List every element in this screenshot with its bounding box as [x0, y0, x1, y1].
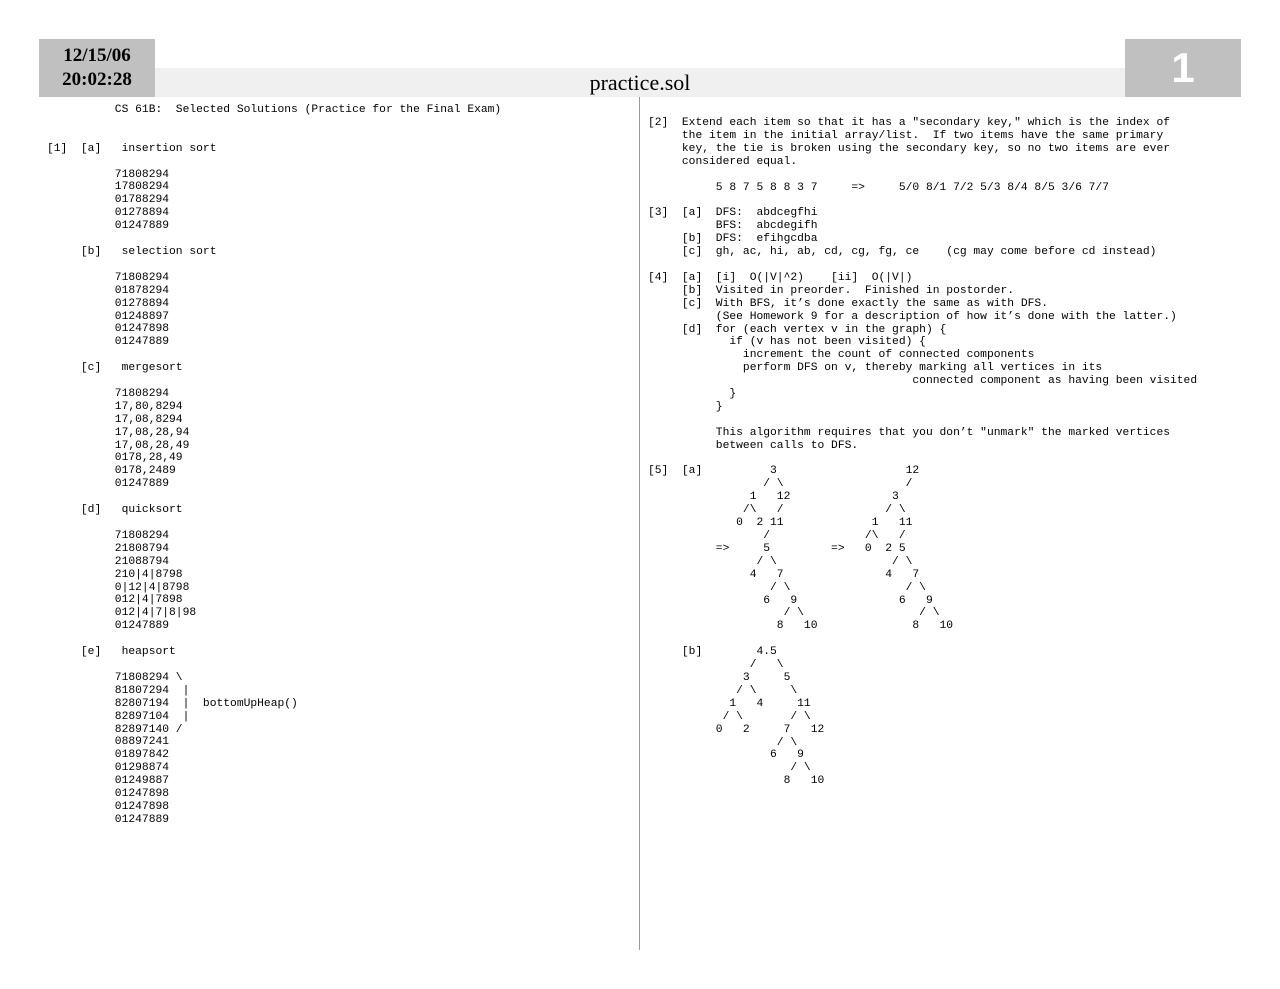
left-column-text: CS 61B: Selected Solutions (Practice for the Final Exam) [1] [a] insertion sort 71808294 17808294 01788294 01278894 01247889 [b] selection sort 71808294 01878294 01278894 01248897 01247898 01247889 [c] mergesort 71808294 17,80,8294 17,08,8294 17,08,28,94 17,08,28,49 0178,28,49 0178,2489 01247889 [d] quicksort 71808294 21808794 21088794 210|4|8798 0|12|4|8798 012|4|7898 012|4|7|8|98 01247889 [e] heapsort 71808294 \ 81807294 | 82807194 | bottomUpHeap() 82897104 | 82897140 / 08897241 01897842 01298874 01249887 01247898 01247898 01247889 — [47, 104, 502, 826]
print-timestamp — [39, 39, 155, 97]
page-number: 1 — [1125, 39, 1241, 97]
title-bar — [155, 68, 1125, 97]
print-time: 20:02:28 — [62, 69, 132, 90]
right-column-text: [2] Extend each item so that it has a "secondary key," which is the index of the item in the initial array/list. If two items have the same primary key, the tie is broken using the secondary key, so no two items are ever considered equal. 5 8 7 5 8 8 3 7 => 5/0 8/1 7/2 5/3 8/4 8/5 3/6 7/7 [3] [a] DFS: abdcegfhi BFS: abcdegifh [b] DFS: efihgcdba [c] gh, ac, hi, ab, cd, cg, fg, ce (cg may come before cd instead) [4] [a] [i] O(|V|^2) [ii] O(|V|) [b] Visited in preorder. Finished in postorder. [c] With BFS, it’s done exactly the same as with DFS. (See Homework 9 for a description of how it’s done with the latter.) [d] for (each vertex v in the graph) { if (v has not been visited) { increment the count of connected components perform DFS on v, thereby marking all vertices in its connected component as having been visited } } This algorithm requires that you don’t "unmark" the marked vertices between calls to DFS. [5] [a] 3 12 / \ / 1 12 3 /\ / / \ 0 2 11 1 11 / /\ / => 5 => 0 2 5 / \ / \ 4 7 4 7 / \ / \ 6 9 6 9 / \ / \ 8 10 8 10 [b] 4.5 / \ 3 5 / \ \ 1 4 11 / \ / \ 0 2 7 12 / \ 6 9 / \ 8 10 — [648, 117, 1198, 788]
print-date: 12/15/06 — [63, 45, 131, 66]
column-divider — [639, 97, 640, 950]
file-name: practice.sol — [589, 70, 691, 95]
